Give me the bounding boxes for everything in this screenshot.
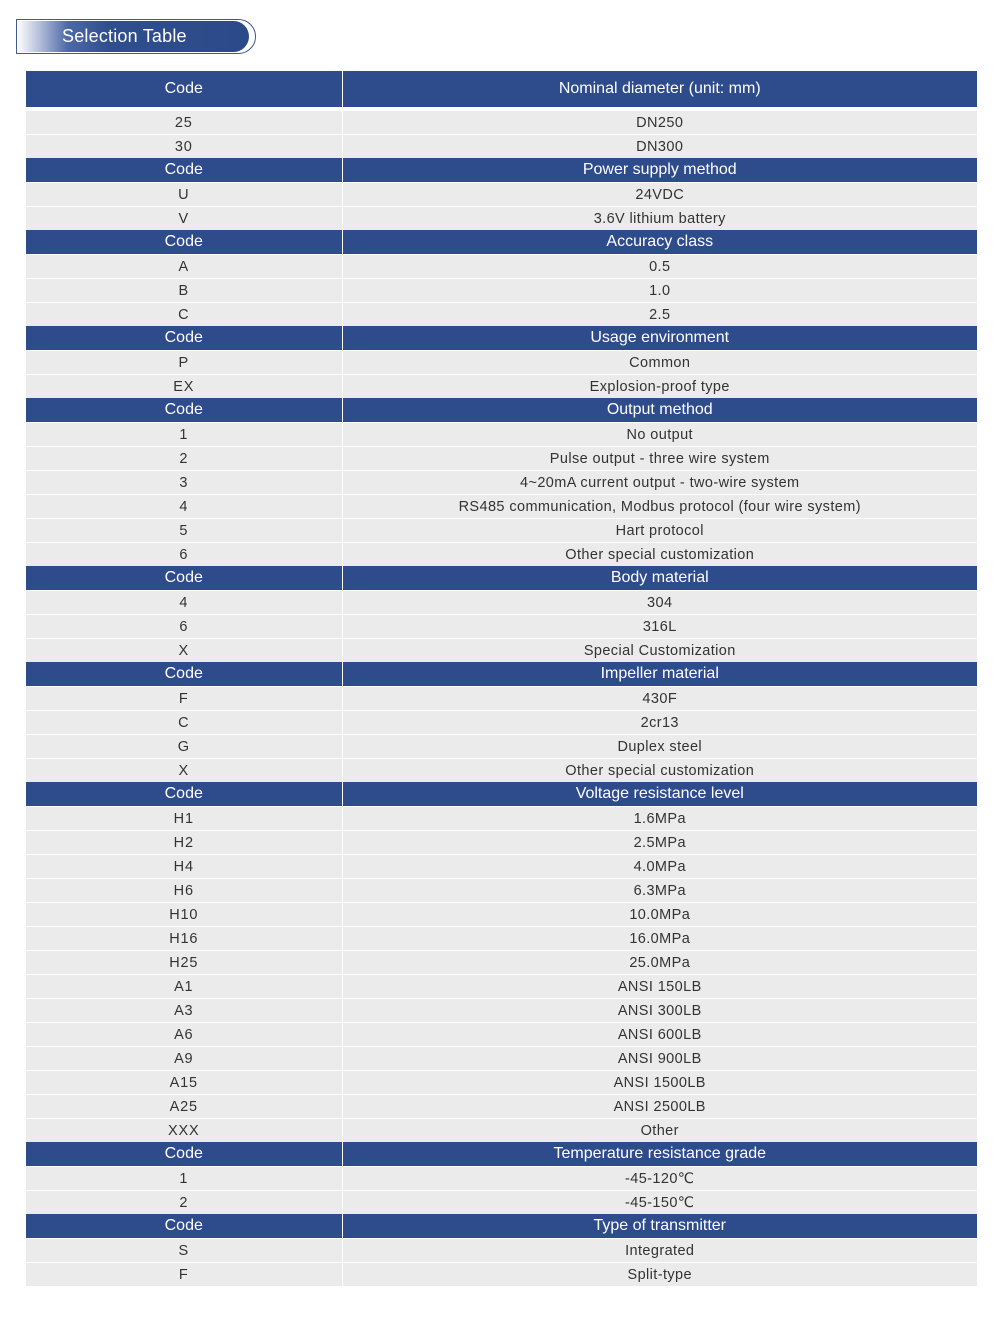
table-header-row [26,1214,977,1239]
code-cell: H16 [26,927,342,951]
value-cell: Pulse output - three wire system [342,447,977,471]
value-cell: Common [342,351,977,375]
value-cell: ANSI 300LB [342,999,977,1023]
value-cell: Other special customization [342,759,977,783]
section-title-tab [16,19,256,54]
table-row [26,423,977,447]
value-cell: 2.5 [342,303,977,327]
code-cell: EX [26,375,342,399]
table-row [26,711,977,735]
value-cell: -45-150℃ [342,1191,977,1215]
category-header: Impeller material [342,662,977,687]
value-cell: Duplex steel [342,735,977,759]
table-row [26,135,977,159]
code-cell: X [26,639,342,663]
table-row [26,303,977,327]
code-cell: P [26,351,342,375]
value-cell: Other [342,1119,977,1143]
value-cell: 1.0 [342,279,977,303]
value-cell: 16.0MPa [342,927,977,951]
table-row [26,519,977,543]
code-cell: 6 [26,543,342,567]
code-cell: 5 [26,519,342,543]
value-cell: Explosion-proof type [342,375,977,399]
table-row [26,207,977,231]
table-row [26,687,977,711]
category-header: Output method [342,398,977,423]
value-cell: 1.6MPa [342,807,977,831]
table-header-row [26,326,977,351]
code-cell: 2 [26,447,342,471]
table-row [26,1095,977,1119]
code-cell: 1 [26,1167,342,1191]
table-row [26,447,977,471]
table-row [26,639,977,663]
category-header: Nominal diameter (unit: mm) [342,71,977,107]
table-header-row [26,566,977,591]
selection-table [26,71,977,1286]
category-header: Accuracy class [342,230,977,255]
value-cell: No output [342,423,977,447]
code-header: Code [26,158,342,183]
section-title: Selection Table [17,21,249,52]
code-cell: F [26,1263,342,1287]
table-header-row [26,662,977,687]
code-header: Code [26,1142,342,1167]
value-cell: 4.0MPa [342,855,977,879]
table-row [26,735,977,759]
code-cell: H2 [26,831,342,855]
value-cell: ANSI 600LB [342,1023,977,1047]
value-cell: 0.5 [342,255,977,279]
table-row [26,903,977,927]
code-header: Code [26,1214,342,1239]
table-row [26,351,977,375]
table-row [26,1263,977,1287]
table-row [26,543,977,567]
category-header: Type of transmitter [342,1214,977,1239]
value-cell: 3.6V lithium battery [342,207,977,231]
code-cell: B [26,279,342,303]
table-row [26,759,977,783]
value-cell: 316L [342,615,977,639]
value-cell: Split-type [342,1263,977,1287]
table-row [26,1023,977,1047]
table-row [26,591,977,615]
value-cell: 430F [342,687,977,711]
table-row [26,1071,977,1095]
table-row [26,279,977,303]
table-header-row [26,1142,977,1167]
table-row [26,183,977,207]
value-cell: ANSI 1500LB [342,1071,977,1095]
code-cell: A25 [26,1095,342,1119]
table-row [26,927,977,951]
table-row [26,1047,977,1071]
table-row [26,1167,977,1191]
code-header: Code [26,566,342,591]
category-header: Temperature resistance grade [342,1142,977,1167]
value-cell: 25.0MPa [342,951,977,975]
code-cell: X [26,759,342,783]
table-row [26,855,977,879]
code-cell: H10 [26,903,342,927]
value-cell: 2.5MPa [342,831,977,855]
code-cell: A6 [26,1023,342,1047]
code-cell: A9 [26,1047,342,1071]
code-cell: A15 [26,1071,342,1095]
value-cell: ANSI 150LB [342,975,977,999]
table-row [26,1191,977,1215]
table-header-row [26,158,977,183]
code-header: Code [26,230,342,255]
value-cell: Integrated [342,1239,977,1263]
code-cell: A3 [26,999,342,1023]
table-header-row [26,230,977,255]
code-cell: 2 [26,1191,342,1215]
table-header-row [26,398,977,423]
code-cell: V [26,207,342,231]
code-cell: U [26,183,342,207]
value-cell: Other special customization [342,543,977,567]
code-header: Code [26,71,342,107]
value-cell: 2cr13 [342,711,977,735]
table-row [26,495,977,519]
code-cell: A [26,255,342,279]
table-row [26,1119,977,1143]
category-header: Power supply method [342,158,977,183]
category-header: Usage environment [342,326,977,351]
code-cell: H1 [26,807,342,831]
code-cell: A1 [26,975,342,999]
code-cell: 30 [26,135,342,159]
table-row [26,975,977,999]
table-row [26,471,977,495]
code-cell: 6 [26,615,342,639]
code-cell: 4 [26,495,342,519]
table-row [26,999,977,1023]
table-row [26,1239,977,1263]
table-header-row [26,782,977,807]
code-cell: XXX [26,1119,342,1143]
category-header: Voltage resistance level [342,782,977,807]
code-header: Code [26,662,342,687]
table-row [26,615,977,639]
table-row [26,111,977,135]
table-row [26,807,977,831]
code-header: Code [26,782,342,807]
table-row [26,375,977,399]
code-cell: H25 [26,951,342,975]
table-row [26,831,977,855]
code-cell: H4 [26,855,342,879]
value-cell: DN250 [342,111,977,135]
table-header-row [26,71,977,107]
value-cell: Special Customization [342,639,977,663]
value-cell: 24VDC [342,183,977,207]
table-row [26,255,977,279]
table-row [26,879,977,903]
value-cell: 10.0MPa [342,903,977,927]
code-cell: G [26,735,342,759]
table-row [26,951,977,975]
value-cell: Hart protocol [342,519,977,543]
code-cell: S [26,1239,342,1263]
code-cell: 4 [26,591,342,615]
value-cell: 304 [342,591,977,615]
value-cell: -45-120℃ [342,1167,977,1191]
code-cell: F [26,687,342,711]
value-cell: 6.3MPa [342,879,977,903]
code-header: Code [26,398,342,423]
value-cell: 4~20mA current output - two-wire system [342,471,977,495]
value-cell: ANSI 900LB [342,1047,977,1071]
code-cell: 1 [26,423,342,447]
code-cell: 3 [26,471,342,495]
value-cell: DN300 [342,135,977,159]
code-header: Code [26,326,342,351]
code-cell: H6 [26,879,342,903]
code-cell: C [26,303,342,327]
category-header: Body material [342,566,977,591]
code-cell: 25 [26,111,342,135]
value-cell: RS485 communication, Modbus protocol (four wire system) [342,495,977,519]
value-cell: ANSI 2500LB [342,1095,977,1119]
code-cell: C [26,711,342,735]
